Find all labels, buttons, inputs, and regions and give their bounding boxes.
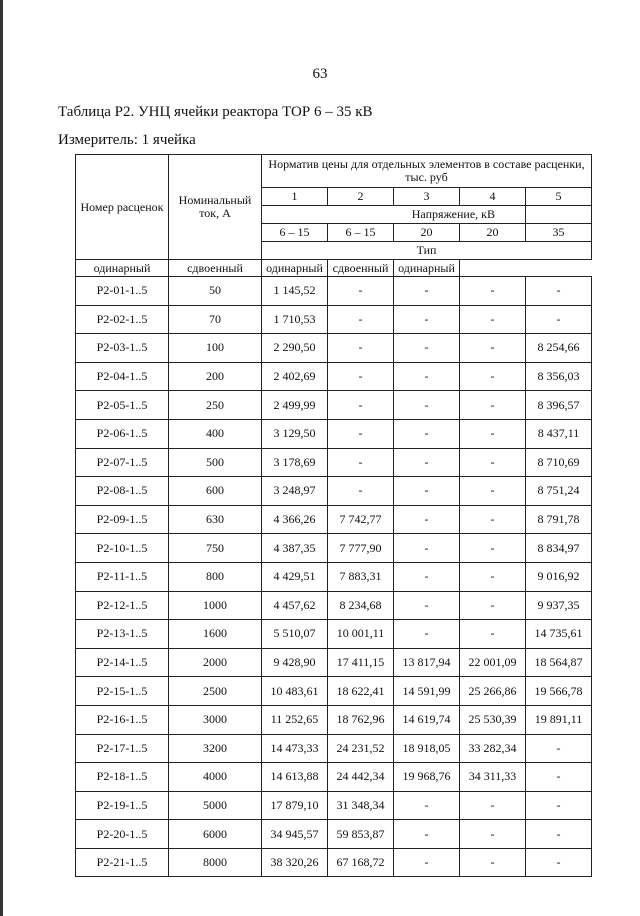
cell-price: - (328, 391, 394, 420)
cell-code: Р2-09-1..5 (76, 505, 169, 534)
table-row (76, 391, 592, 420)
cell-price: 2 499,99 (262, 391, 328, 420)
table-row (76, 791, 592, 820)
header-index: 3 (394, 188, 460, 205)
cell-current: 400 (169, 419, 262, 448)
cell-price: - (394, 848, 460, 877)
cell-price: - (394, 534, 460, 563)
cell-price: - (460, 305, 526, 334)
cell-price: 8 834,97 (526, 534, 592, 563)
cell-price: - (394, 791, 460, 820)
cell-price: - (394, 277, 460, 306)
header-voltage-value: 20 (460, 224, 526, 241)
cell-code: Р2-02-1..5 (76, 305, 169, 334)
header-voltage-value: 20 (394, 224, 460, 241)
cell-price: 13 817,94 (394, 648, 460, 677)
cell-price: - (328, 305, 394, 334)
header-index: 5 (526, 188, 592, 205)
cell-price: - (460, 562, 526, 591)
cell-code: Р2-06-1..5 (76, 419, 169, 448)
cell-price: 8 396,57 (526, 391, 592, 420)
cell-price: - (460, 362, 526, 391)
cell-price: 19 968,76 (394, 763, 460, 792)
cell-price: - (394, 334, 460, 363)
header-number: Номер расценок (76, 155, 169, 260)
cell-price: 7 883,31 (328, 562, 394, 591)
cell-code: Р2-07-1..5 (76, 448, 169, 477)
cell-code: Р2-13-1..5 (76, 620, 169, 649)
table-row (76, 763, 592, 792)
cell-price: 9 016,92 (526, 562, 592, 591)
cell-price: 19 891,11 (526, 705, 592, 734)
measure-unit: Измеритель: 1 ячейка (58, 132, 196, 148)
cell-price: - (394, 477, 460, 506)
header-current: Номинальный ток, А (169, 155, 262, 260)
cell-price: - (460, 591, 526, 620)
cell-price: - (328, 362, 394, 391)
cell-current: 630 (169, 505, 262, 534)
cell-price: - (460, 277, 526, 306)
header-index: 4 (460, 188, 526, 205)
header-norm: Норматив цены для отдельных элементов в составе расценки, тыс. руб (262, 155, 592, 188)
cell-code: Р2-19-1..5 (76, 791, 169, 820)
cell-code: Р2-12-1..5 (76, 591, 169, 620)
cell-price: - (394, 505, 460, 534)
cell-price: 8 356,03 (526, 362, 592, 391)
cell-code: Р2-18-1..5 (76, 763, 169, 792)
cell-code: Р2-17-1..5 (76, 734, 169, 763)
cell-price: 8 437,11 (526, 419, 592, 448)
cell-price: 22 001,09 (460, 648, 526, 677)
cell-price: - (328, 477, 394, 506)
cell-code: Р2-14-1..5 (76, 648, 169, 677)
header-type-value: сдвоенный (169, 260, 262, 277)
cell-price: - (526, 848, 592, 877)
cell-price: 59 853,87 (328, 820, 394, 849)
cell-price: - (394, 448, 460, 477)
header-type-value: одинарный (262, 260, 328, 277)
table-row (76, 277, 592, 306)
cell-price: 4 387,35 (262, 534, 328, 563)
cell-price: 18 762,96 (328, 705, 394, 734)
cell-price: 31 348,34 (328, 791, 394, 820)
cell-code: Р2-08-1..5 (76, 477, 169, 506)
cell-price: 11 252,65 (262, 705, 328, 734)
table-row (76, 362, 592, 391)
cell-price: 8 710,69 (526, 448, 592, 477)
cell-price: - (328, 334, 394, 363)
cell-price: - (526, 763, 592, 792)
cell-current: 50 (169, 277, 262, 306)
page-number: 63 (312, 66, 328, 82)
cell-price: - (394, 391, 460, 420)
cell-price: 10 483,61 (262, 677, 328, 706)
cell-price: - (394, 562, 460, 591)
cell-code: Р2-05-1..5 (76, 391, 169, 420)
header-type-value: сдвоенный (328, 260, 394, 277)
cell-price: 7 742,77 (328, 505, 394, 534)
table-caption: Таблица Р2. УНЦ ячейки реактора ТОР 6 – 35 кВ (58, 104, 373, 120)
header-voltage-value: 6 – 15 (262, 224, 328, 241)
table-row (76, 591, 592, 620)
header-type: Тип (262, 241, 592, 260)
table-row (76, 820, 592, 849)
cell-price: - (460, 848, 526, 877)
cell-price: - (526, 305, 592, 334)
cell-price: - (328, 277, 394, 306)
cell-price: - (526, 791, 592, 820)
table-row (76, 334, 592, 363)
table-row (76, 305, 592, 334)
cell-current: 1600 (169, 620, 262, 649)
cell-price: 19 566,78 (526, 677, 592, 706)
cell-price: - (394, 305, 460, 334)
scan-edge (0, 0, 3, 916)
cell-price: 18 564,87 (526, 648, 592, 677)
cell-price: - (460, 791, 526, 820)
price-table (75, 154, 592, 877)
cell-price: 14 473,33 (262, 734, 328, 763)
cell-price: - (460, 505, 526, 534)
cell-current: 200 (169, 362, 262, 391)
cell-price: 8 791,78 (526, 505, 592, 534)
cell-price: 14 613,88 (262, 763, 328, 792)
cell-current: 2500 (169, 677, 262, 706)
header-voltage: Напряжение, кВ (262, 205, 526, 223)
cell-price: 18 622,41 (328, 677, 394, 706)
cell-price: 9 428,90 (262, 648, 328, 677)
table-row (76, 562, 592, 591)
cell-current: 1000 (169, 591, 262, 620)
header-index: 1 (262, 188, 328, 205)
cell-current: 600 (169, 477, 262, 506)
cell-price: - (460, 391, 526, 420)
cell-current: 2000 (169, 648, 262, 677)
cell-code: Р2-21-1..5 (76, 848, 169, 877)
cell-price: - (394, 362, 460, 391)
cell-current: 70 (169, 305, 262, 334)
cell-price: - (328, 448, 394, 477)
header-type-value: одинарный (76, 260, 169, 277)
header-type-value: одинарный (394, 260, 460, 277)
table-row (76, 648, 592, 677)
cell-current: 250 (169, 391, 262, 420)
table-row (76, 734, 592, 763)
cell-price: - (328, 419, 394, 448)
header-index: 2 (328, 188, 394, 205)
cell-price: 34 311,33 (460, 763, 526, 792)
cell-price: 14 735,61 (526, 620, 592, 649)
cell-price: 17 411,15 (328, 648, 394, 677)
cell-price: 3 129,50 (262, 419, 328, 448)
cell-code: Р2-20-1..5 (76, 820, 169, 849)
cell-current: 3000 (169, 705, 262, 734)
cell-price: 18 918,05 (394, 734, 460, 763)
table-row (76, 534, 592, 563)
cell-price: 14 619,74 (394, 705, 460, 734)
cell-price: 2 290,50 (262, 334, 328, 363)
cell-price: - (460, 820, 526, 849)
cell-current: 800 (169, 562, 262, 591)
cell-current: 3200 (169, 734, 262, 763)
cell-price: - (394, 591, 460, 620)
cell-price: 17 879,10 (262, 791, 328, 820)
cell-code: Р2-10-1..5 (76, 534, 169, 563)
cell-price: - (394, 620, 460, 649)
cell-code: Р2-03-1..5 (76, 334, 169, 363)
cell-price: 8 751,24 (526, 477, 592, 506)
cell-price: - (526, 277, 592, 306)
cell-price: 3 178,69 (262, 448, 328, 477)
cell-price: 2 402,69 (262, 362, 328, 391)
table-row (76, 677, 592, 706)
cell-price: 8 254,66 (526, 334, 592, 363)
cell-price: - (460, 477, 526, 506)
cell-current: 6000 (169, 820, 262, 849)
cell-price: 34 945,57 (262, 820, 328, 849)
cell-price: - (460, 419, 526, 448)
cell-price: - (460, 620, 526, 649)
cell-current: 100 (169, 334, 262, 363)
cell-code: Р2-01-1..5 (76, 277, 169, 306)
cell-price: 67 168,72 (328, 848, 394, 877)
cell-price: 5 510,07 (262, 620, 328, 649)
cell-price: 14 591,99 (394, 677, 460, 706)
cell-price: 1 145,52 (262, 277, 328, 306)
cell-current: 500 (169, 448, 262, 477)
cell-current: 5000 (169, 791, 262, 820)
table-row (76, 505, 592, 534)
cell-price: 25 530,39 (460, 705, 526, 734)
cell-code: Р2-16-1..5 (76, 705, 169, 734)
cell-current: 750 (169, 534, 262, 563)
cell-price: - (460, 534, 526, 563)
cell-price: 24 442,34 (328, 763, 394, 792)
cell-price: 33 282,34 (460, 734, 526, 763)
cell-price: 25 266,86 (460, 677, 526, 706)
cell-price: 38 320,26 (262, 848, 328, 877)
header-voltage-value: 6 – 15 (328, 224, 394, 241)
cell-price: 24 231,52 (328, 734, 394, 763)
header-voltage-value: 35 (526, 224, 592, 241)
table-row (76, 419, 592, 448)
cell-price: - (394, 820, 460, 849)
cell-code: Р2-15-1..5 (76, 677, 169, 706)
cell-code: Р2-04-1..5 (76, 362, 169, 391)
table-row (76, 620, 592, 649)
table-row (76, 705, 592, 734)
cell-current: 8000 (169, 848, 262, 877)
cell-price: - (526, 820, 592, 849)
header-voltage-blank (526, 205, 592, 223)
cell-price: - (460, 448, 526, 477)
cell-price: - (460, 334, 526, 363)
cell-price: 3 248,97 (262, 477, 328, 506)
cell-price: 9 937,35 (526, 591, 592, 620)
cell-price: - (394, 419, 460, 448)
cell-price: 4 457,62 (262, 591, 328, 620)
cell-current: 4000 (169, 763, 262, 792)
table-row (76, 848, 592, 877)
cell-price: 1 710,53 (262, 305, 328, 334)
cell-price: 4 429,51 (262, 562, 328, 591)
table-row (76, 477, 592, 506)
cell-price: - (526, 734, 592, 763)
cell-price: 8 234,68 (328, 591, 394, 620)
cell-price: 7 777,90 (328, 534, 394, 563)
cell-price: 4 366,26 (262, 505, 328, 534)
table-row (76, 448, 592, 477)
cell-price: 10 001,11 (328, 620, 394, 649)
cell-code: Р2-11-1..5 (76, 562, 169, 591)
